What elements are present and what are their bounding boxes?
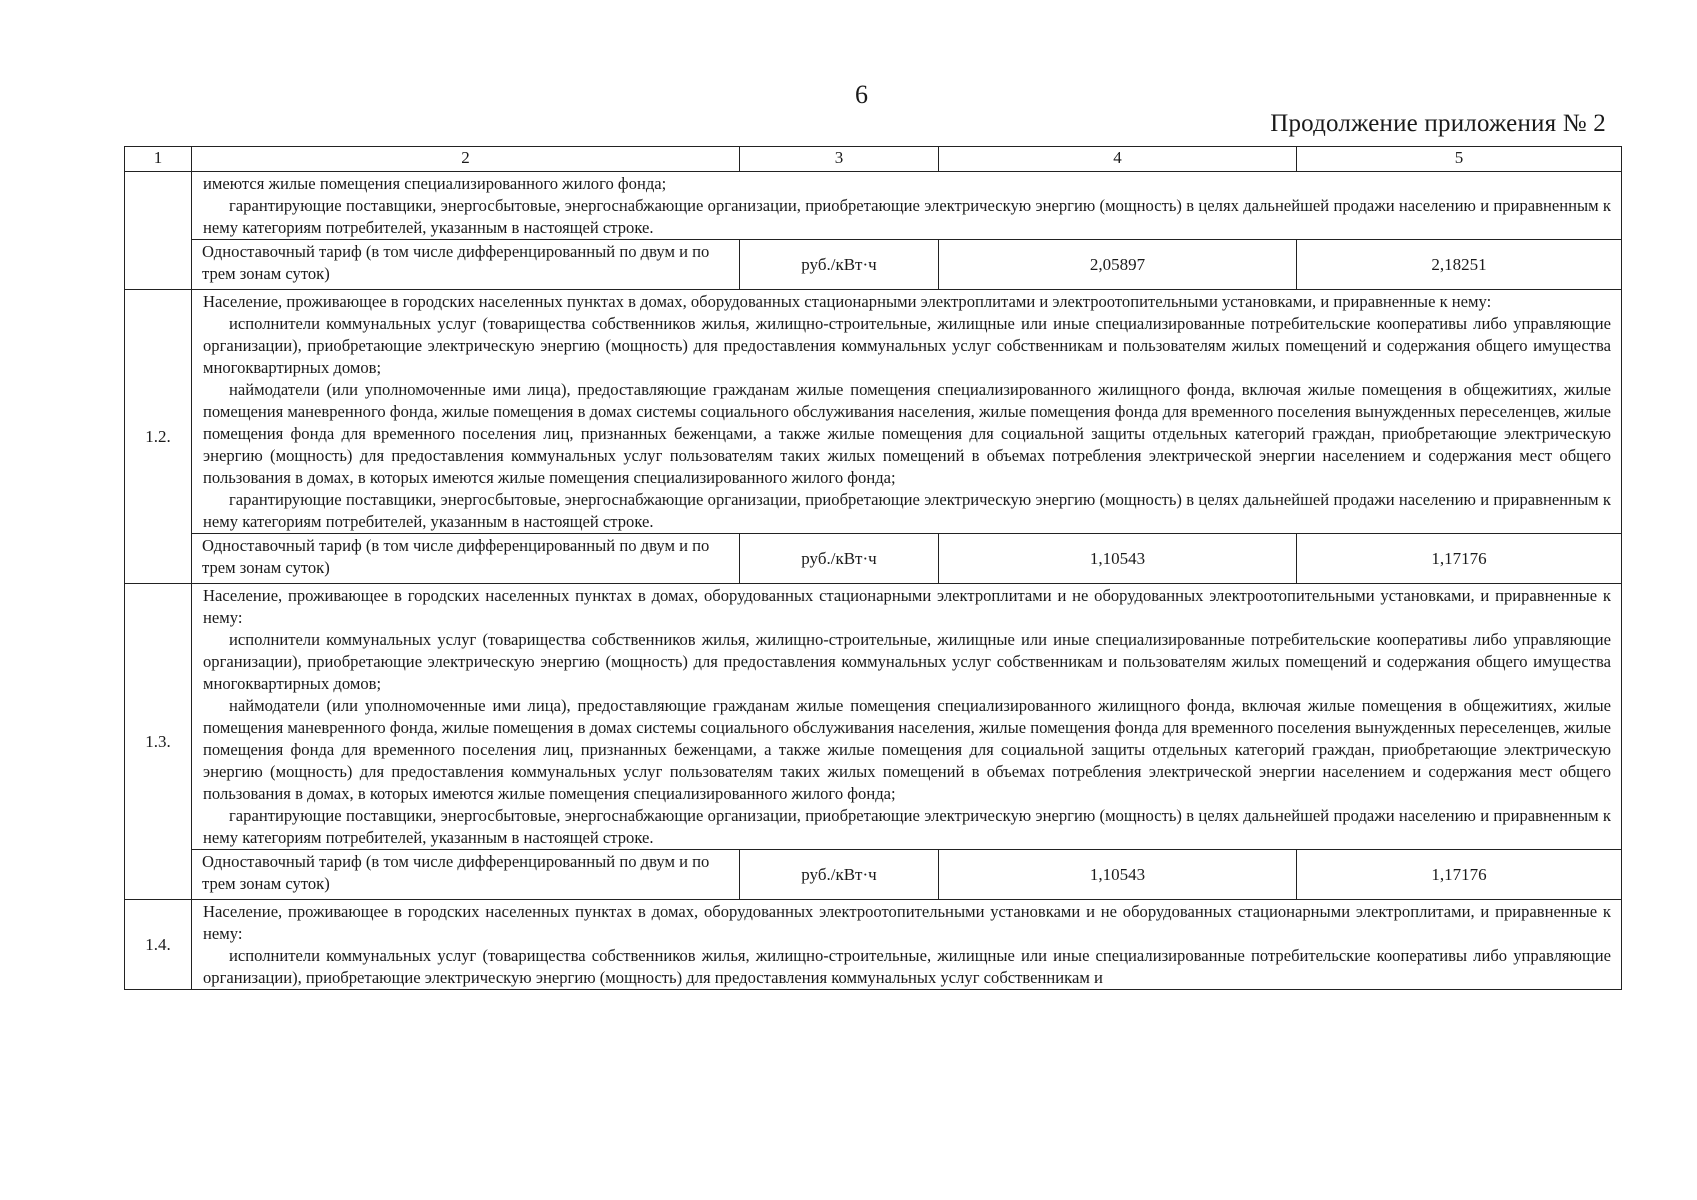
paragraph: гарантирующие поставщики, энергосбытовые, энергоснабжающие организации, приобретающие электрическую энергию (мощность) в целях дальнейшей продажи населению и приравненным к нему категориям потребителей, указанным в настоящей строке. bbox=[203, 490, 1611, 531]
row-description bbox=[192, 290, 1622, 534]
table-row bbox=[125, 290, 1622, 534]
paragraph: Население, проживающее в городских населенных пунктах в домах, оборудованных стационарными электроплитами и электроотопительными установками, и приравненные к нему: bbox=[203, 292, 1492, 311]
tariff-value-col4: 2,05897 bbox=[939, 240, 1297, 290]
table-row bbox=[125, 584, 1622, 850]
paragraph: исполнители коммунальных услуг (товарищества собственников жилья, жилищно-строительные, жилищные или иные специализированные потребительские кооперативы либо управляющие организации), приобретающие электрическую энергию (мощность) для предоставления коммунальных услуг собственникам и пользователям жилых помещений и содержания общего имущества многоквартирных домов; bbox=[203, 314, 1611, 377]
tariff-unit: руб./кВт·ч bbox=[740, 850, 939, 900]
header-cell: 3 bbox=[740, 147, 939, 172]
tariff-row bbox=[125, 534, 1622, 584]
paragraph: гарантирующие поставщики, энергосбытовые, энергоснабжающие организации, приобретающие электрическую энергию (мощность) в целях дальнейшей продажи населению и приравненным к нему категориям потребителей, указанным в настоящей строке. bbox=[203, 806, 1611, 847]
paragraph: Население, проживающее в городских населенных пунктах в домах, оборудованных стационарными электроплитами и не оборудованных электроотопительными установками, и приравненные к нему: bbox=[203, 586, 1611, 627]
paragraph: исполнители коммунальных услуг (товарищества собственников жилья, жилищно-строительные, жилищные или иные специализированные потребительские кооперативы либо управляющие организации), приобретающие электрическую энергию (мощность) для предоставления коммунальных услуг собственникам и пользователям жилых помещений и содержания общего имущества многоквартирных домов; bbox=[203, 630, 1611, 693]
paragraph: гарантирующие поставщики, энергосбытовые, энергоснабжающие организации, приобретающие электрическую энергию (мощность) в целях дальнейшей продажи населению и приравненным к нему категориям потребителей, указанным в настоящей строке. bbox=[203, 196, 1611, 237]
paragraph: исполнители коммунальных услуг (товарищества собственников жилья, жилищно-строительные, жилищные или иные специализированные потребительские кооперативы либо управляющие организации), приобретающие электрическую энергию (мощность) для предоставления коммунальных услуг собственникам и bbox=[203, 946, 1611, 987]
tariff-label: Одноставочный тариф (в том числе дифференцированный по двум и по трем зонам суток) bbox=[192, 240, 740, 290]
tariff-value-col5: 2,18251 bbox=[1297, 240, 1622, 290]
header-cell: 2 bbox=[192, 147, 740, 172]
paragraph: Население, проживающее в городских населенных пунктах в домах, оборудованных электроотопительными установками и не оборудованных стационарными электроплитами, и приравненные к нему: bbox=[203, 902, 1611, 943]
paragraph: имеются жилые помещения специализированного жилого фонда; bbox=[203, 174, 667, 193]
paragraph: наймодатели (или уполномоченные ими лица), предоставляющие гражданам жилые помещения специализированного жилищного фонда, включая жилые помещения в общежитиях, жилые помещения маневренного фонда, жилые помещения в домах системы социального обслуживания населения, жилые помещения фонда для временного поселения вынужденных переселенцев, жилые помещения фонда для временного поселения лиц, признанных беженцами, а также жилые помещения для социальной защиты отдельных категорий граждан, приобретающие электрическую энергию (мощность) для предоставления коммунальных услуг пользователям таких жилых помещений в объемах потребления электрической энергии населением и содержания мест общего пользования в домах, в которых имеются жилые помещения специализированного жилого фонда; bbox=[203, 696, 1611, 803]
tariff-label: Одноставочный тариф (в том числе дифференцированный по двум и по трем зонам суток) bbox=[192, 850, 740, 900]
row-number: 1.3. bbox=[125, 584, 192, 900]
table-row bbox=[125, 172, 1622, 240]
table-row bbox=[125, 900, 1622, 990]
tariff-value-col5: 1,17176 bbox=[1297, 850, 1622, 900]
row-number bbox=[125, 172, 192, 290]
row-number: 1.4. bbox=[125, 900, 192, 990]
table-header-row bbox=[125, 147, 1622, 172]
header-cell: 5 bbox=[1297, 147, 1622, 172]
tariff-unit: руб./кВт·ч bbox=[740, 534, 939, 584]
tariff-table bbox=[124, 146, 1622, 990]
row-description bbox=[192, 584, 1622, 850]
row-description bbox=[192, 900, 1622, 990]
page-number: 6 bbox=[855, 80, 868, 109]
header-cell: 4 bbox=[939, 147, 1297, 172]
row-description bbox=[192, 172, 1622, 240]
tariff-value-col4: 1,10543 bbox=[939, 534, 1297, 584]
header-cell: 1 bbox=[125, 147, 192, 172]
tariff-unit: руб./кВт·ч bbox=[740, 240, 939, 290]
tariff-row bbox=[125, 240, 1622, 290]
row-number: 1.2. bbox=[125, 290, 192, 584]
tariff-value-col4: 1,10543 bbox=[939, 850, 1297, 900]
paragraph: наймодатели (или уполномоченные ими лица), предоставляющие гражданам жилые помещения специализированного жилищного фонда, включая жилые помещения в общежитиях, жилые помещения маневренного фонда, жилые помещения в домах системы социального обслуживания населения, жилые помещения фонда для временного поселения вынужденных переселенцев, жилые помещения фонда для временного поселения лиц, признанных беженцами, а также жилые помещения для социальной защиты отдельных категорий граждан, приобретающие электрическую энергию (мощность) для предоставления коммунальных услуг пользователям таких жилых помещений в объемах потребления электрической энергии населением и содержания мест общего пользования в домах, в которых имеются жилые помещения специализированного жилого фонда; bbox=[203, 380, 1611, 487]
tariff-label: Одноставочный тариф (в том числе дифференцированный по двум и по трем зонам суток) bbox=[192, 534, 740, 584]
appendix-title: Продолжение приложения № 2 bbox=[1270, 110, 1606, 137]
tariff-row bbox=[125, 850, 1622, 900]
tariff-value-col5: 1,17176 bbox=[1297, 534, 1622, 584]
